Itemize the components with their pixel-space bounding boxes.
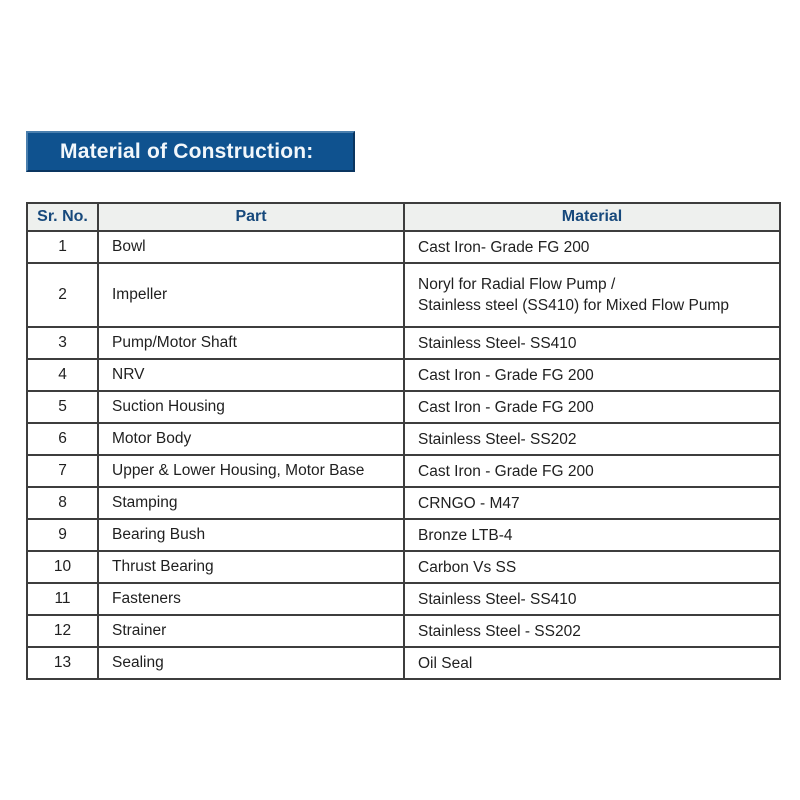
part-cell: Sealing: [98, 647, 404, 679]
table-row: [27, 487, 780, 519]
material-line: Stainless Steel - SS202: [418, 622, 581, 640]
part-cell: Fasteners: [98, 583, 404, 615]
material-cell: [404, 423, 780, 455]
table-row: [27, 551, 780, 583]
sr-no-cell: 3: [27, 327, 98, 359]
table-row: [27, 647, 780, 679]
material-cell: [404, 359, 780, 391]
table-header: [27, 203, 780, 231]
material-line: Stainless Steel- SS410: [418, 334, 577, 352]
part-cell: Bowl: [98, 231, 404, 263]
material-line: Stainless Steel- SS202: [418, 430, 577, 448]
material-line: Cast Iron - Grade FG 200: [418, 366, 594, 384]
material-line: Stainless steel (SS410) for Mixed Flow Pump: [418, 297, 729, 314]
part-cell: Thrust Bearing: [98, 551, 404, 583]
table-row: [27, 423, 780, 455]
section-title: Material of Construction:: [26, 131, 355, 172]
material-line: CRNGO - M47: [418, 494, 520, 512]
sr-no-cell: 8: [27, 487, 98, 519]
column-header-part: Part: [98, 203, 404, 231]
table-row: [27, 519, 780, 551]
material-line: Cast Iron - Grade FG 200: [418, 398, 594, 416]
part-cell: Suction Housing: [98, 391, 404, 423]
material-cell: [404, 327, 780, 359]
part-cell: Stamping: [98, 487, 404, 519]
material-line: Cast Iron- Grade FG 200: [418, 238, 590, 256]
sr-no-cell: 5: [27, 391, 98, 423]
material-line: Bronze LTB-4: [418, 526, 513, 544]
table-row: [27, 327, 780, 359]
material-cell: [404, 551, 780, 583]
material-line: Noryl for Radial Flow Pump /: [418, 276, 616, 293]
materials-table: [26, 202, 781, 680]
table-row: [27, 263, 780, 327]
material-line: Stainless Steel- SS410: [418, 590, 577, 608]
sr-no-cell: 9: [27, 519, 98, 551]
part-cell: Pump/Motor Shaft: [98, 327, 404, 359]
sr-no-cell: 7: [27, 455, 98, 487]
table-row: [27, 583, 780, 615]
material-cell: [404, 583, 780, 615]
part-cell: NRV: [98, 359, 404, 391]
table-row: [27, 455, 780, 487]
sr-no-cell: 6: [27, 423, 98, 455]
table-body: [27, 231, 780, 679]
part-cell: Strainer: [98, 615, 404, 647]
material-line: Carbon Vs SS: [418, 558, 517, 576]
material-cell: [404, 263, 780, 327]
table-row: [27, 391, 780, 423]
part-cell: Upper & Lower Housing, Motor Base: [98, 455, 404, 487]
table-row: [27, 231, 780, 263]
sr-no-cell: 1: [27, 231, 98, 263]
material-cell: [404, 391, 780, 423]
part-cell: Motor Body: [98, 423, 404, 455]
material-line: Cast Iron - Grade FG 200: [418, 462, 594, 480]
sr-no-cell: 12: [27, 615, 98, 647]
column-header-sr-no: Sr. No.: [27, 203, 98, 231]
sr-no-cell: 11: [27, 583, 98, 615]
column-header-material: Material: [404, 203, 780, 231]
sr-no-cell: 2: [27, 263, 98, 327]
material-cell: [404, 231, 780, 263]
header-row: [27, 203, 780, 231]
material-cell: [404, 519, 780, 551]
material-cell: [404, 615, 780, 647]
table-row: [27, 359, 780, 391]
sr-no-cell: 13: [27, 647, 98, 679]
material-line: Oil Seal: [418, 654, 473, 672]
material-cell: [404, 647, 780, 679]
table-row: [27, 615, 780, 647]
part-cell: Impeller: [98, 263, 404, 327]
material-cell: [404, 487, 780, 519]
sr-no-cell: 4: [27, 359, 98, 391]
material-cell: [404, 455, 780, 487]
part-cell: Bearing Bush: [98, 519, 404, 551]
sr-no-cell: 10: [27, 551, 98, 583]
